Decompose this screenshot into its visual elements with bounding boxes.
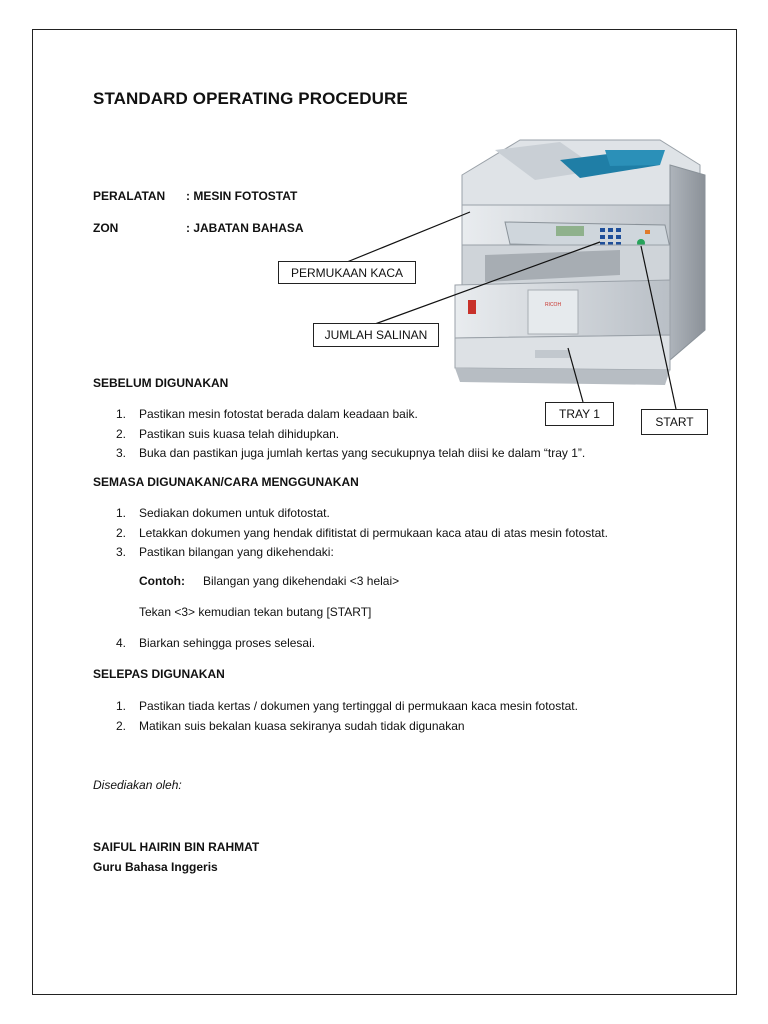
callout-tray: TRAY 1 [545, 402, 614, 426]
callout-start: START [641, 409, 708, 435]
during-list [93, 504, 608, 563]
example-label: Contoh: [139, 574, 185, 588]
document-feeder [462, 140, 700, 205]
section-heading-before: SEBELUM DIGUNAKAN [93, 376, 229, 390]
callout-glass: PERMUKAAN KACA [278, 261, 416, 284]
control-panel [505, 222, 670, 248]
step-4-text: Biarkan sehingga proses selesai. [139, 636, 316, 650]
list-item: 1. Pastikan tiada kertas / dokumen yang tertinggal di permukaan kaca mesin fotostat. [116, 699, 578, 713]
list-item: 1. Sediakan dokumen untuk difotostat. [116, 506, 330, 520]
example-text: Bilangan yang dikehendaki <3 helai> [203, 574, 400, 588]
zone-label: ZON [93, 221, 119, 235]
equipment-value: : MESIN FOTOSTAT [186, 189, 298, 203]
document-title: STANDARD OPERATING PROCEDURE [93, 89, 408, 108]
author-role: Guru Bahasa Inggeris [93, 860, 218, 874]
list-item: 3. Buka dan pastikan juga jumlah kertas yang secukupnya telah diisi ke dalam “tray 1”. [116, 446, 586, 460]
list-item: 2. Pastikan suis kuasa telah dihidupkan. [116, 426, 340, 441]
brand-logo: RICOH [544, 302, 562, 308]
before-list [93, 405, 585, 464]
list-item: 2. Matikan suis bekalan kuasa sekiranya sudah tidak digunakan [116, 718, 465, 733]
list-item: 1. Pastikan mesin fotostat berada dalam keadaan baik. [116, 407, 418, 421]
section-heading-after: SELEPAS DIGUNAKAN [93, 667, 225, 681]
equipment-label: PERALATAN [93, 189, 166, 203]
step-4-number: 4. [116, 636, 127, 650]
power-switch-icon [468, 300, 476, 314]
zone-value: : JABATAN BAHASA [186, 221, 304, 235]
after-list [93, 697, 578, 736]
display-screen [556, 226, 584, 236]
list-item: 2. Letakkan dokumen yang hendak difitistat di permukaan kaca atau di atas mesin fotostat. [116, 525, 608, 540]
callout-copies: JUMLAH SALINAN [313, 323, 439, 347]
example-press: Tekan <3> kemudian tekan butang [START] [139, 605, 372, 619]
prepared-by-label: Disediakan oleh: [93, 778, 182, 792]
section-heading-during: SEMASA DIGUNAKAN/CARA MENGGUNAKAN [93, 475, 359, 489]
author-name: SAIFUL HAIRIN BIN RAHMAT [93, 840, 260, 854]
list-item: 3. Pastikan bilangan yang dikehendaki: [116, 545, 334, 559]
